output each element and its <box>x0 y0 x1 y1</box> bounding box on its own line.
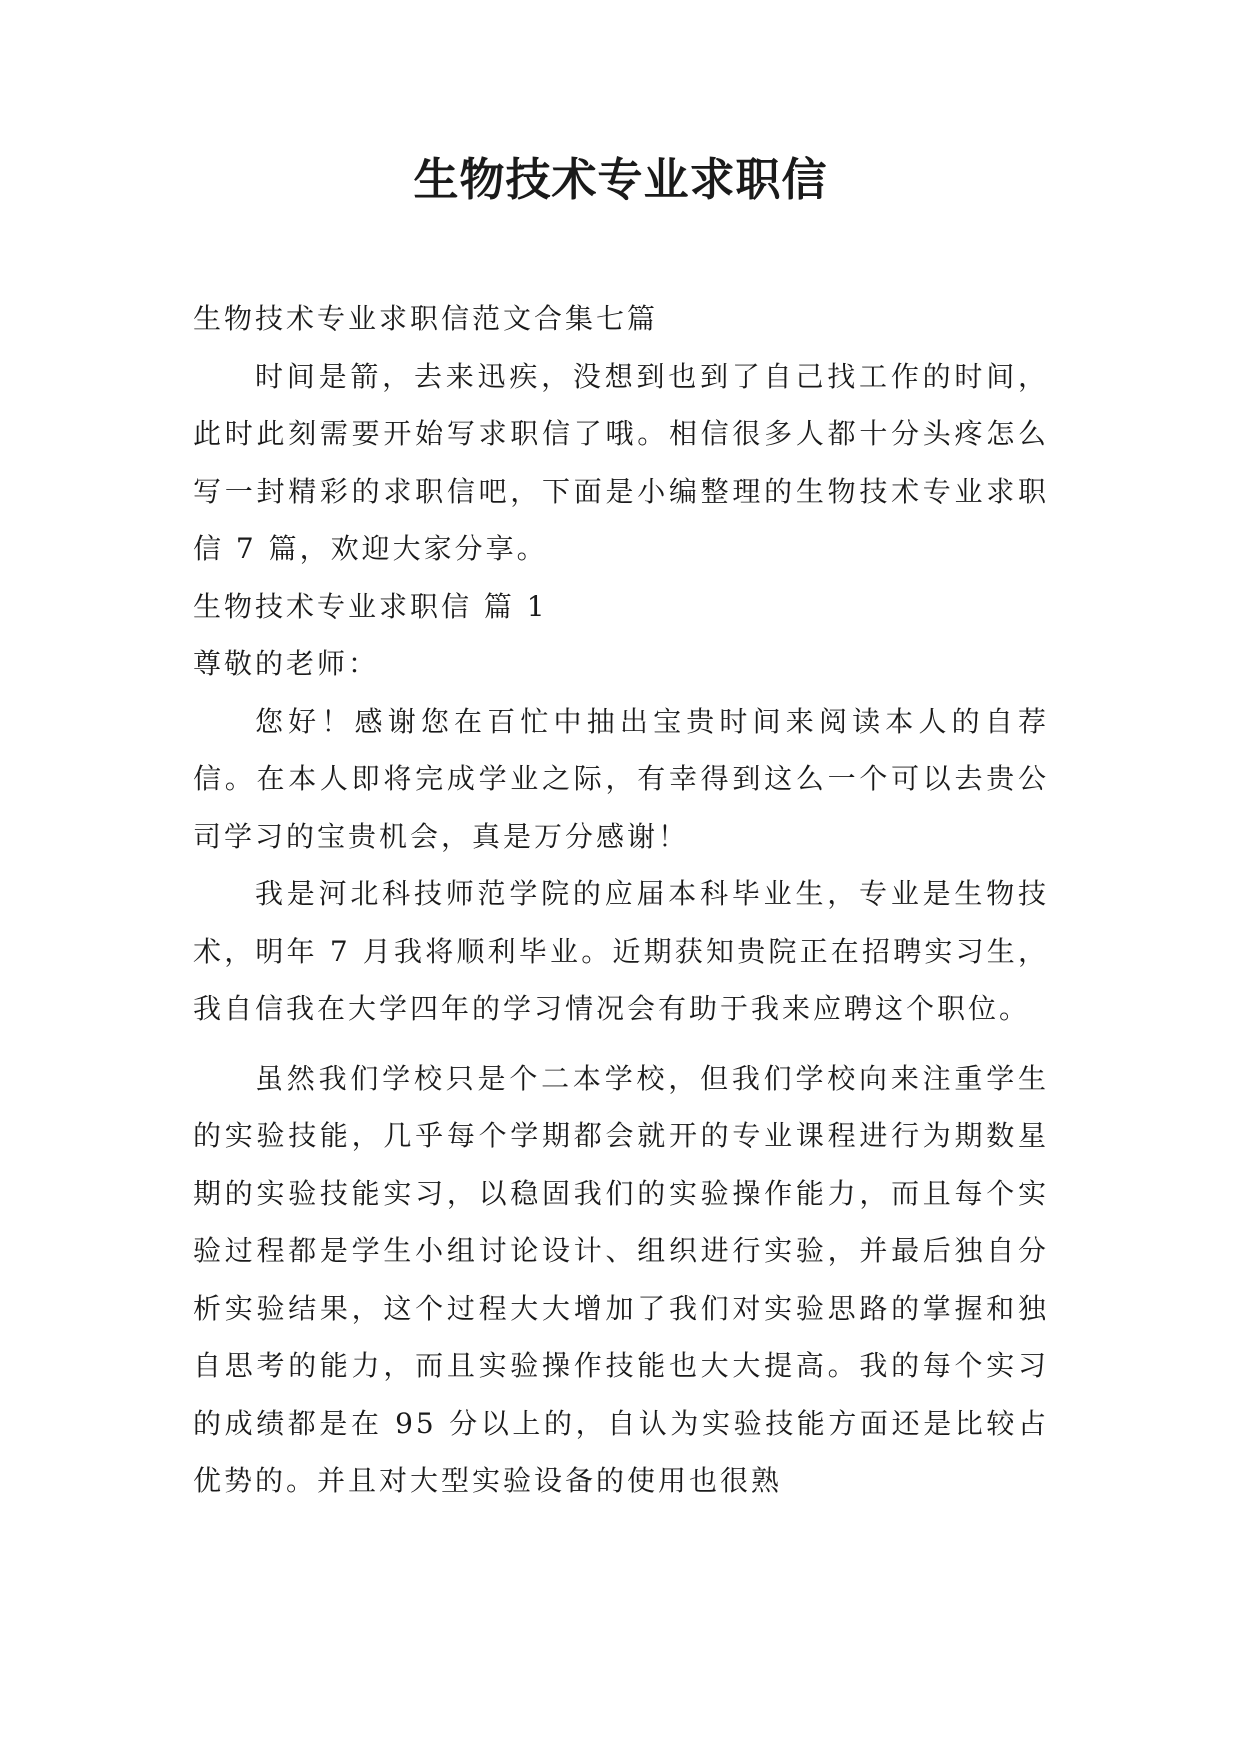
paragraph-gap <box>193 1038 1049 1050</box>
salutation: 尊敬的老师： <box>193 647 380 680</box>
body-paragraph: 我是河北科技师范学院的应届本科毕业生，专业是生物技术，明年 7 月我将顺利毕业。近期获知贵院正在招聘实习生，我自信我在大学四年的学习情况会有助于我来应聘这个职位。 <box>193 877 1049 1025</box>
body-paragraph: 您好！感谢您在百忙中抽出宝贵时间来阅读本人的自荐信。在本人即将完成学业之际，有幸得到这么一个可以去贵公司学习的宝贵机会，真是万分感谢！ <box>193 704 1049 853</box>
body-paragraph: 虽然我们学校只是个二本学校，但我们学校向来注重学生的实验技能，几乎每个学期都会就开的专业课程进行为期数星期的实验技能实习，以稳固我们的实验操作能力，而且每个实验过程都是学生小组讨论设计、组织进行实验，并最后独自分析实验结果，这个过程大大增加了我们对实验思路的掌握和独自思考的能力，而且实验操作技能也大大提高。我的每个实习的成绩都是在 95 分以上的，自认为实验技能方面还是比较占优势的。并且对大型实验设备的使用也很熟 <box>193 1061 1049 1497</box>
intro-paragraph: 时间是箭，去来迅疾，没想到也到了自己找工作的时间，此时此刻需要开始写求职信了哦。相信很多人都十分头疼怎么写一封精彩的求职信吧，下面是小编整理的生物技术专业求职信 7 篇，欢迎大家分享。 <box>193 359 1049 565</box>
document-body <box>193 290 1049 1510</box>
page-title: 生物技术专业求职信 <box>413 153 828 206</box>
document-subtitle: 生物技术专业求职信范文合集七篇 <box>193 302 659 335</box>
section-heading: 生物技术专业求职信 篇 1 <box>193 589 548 623</box>
